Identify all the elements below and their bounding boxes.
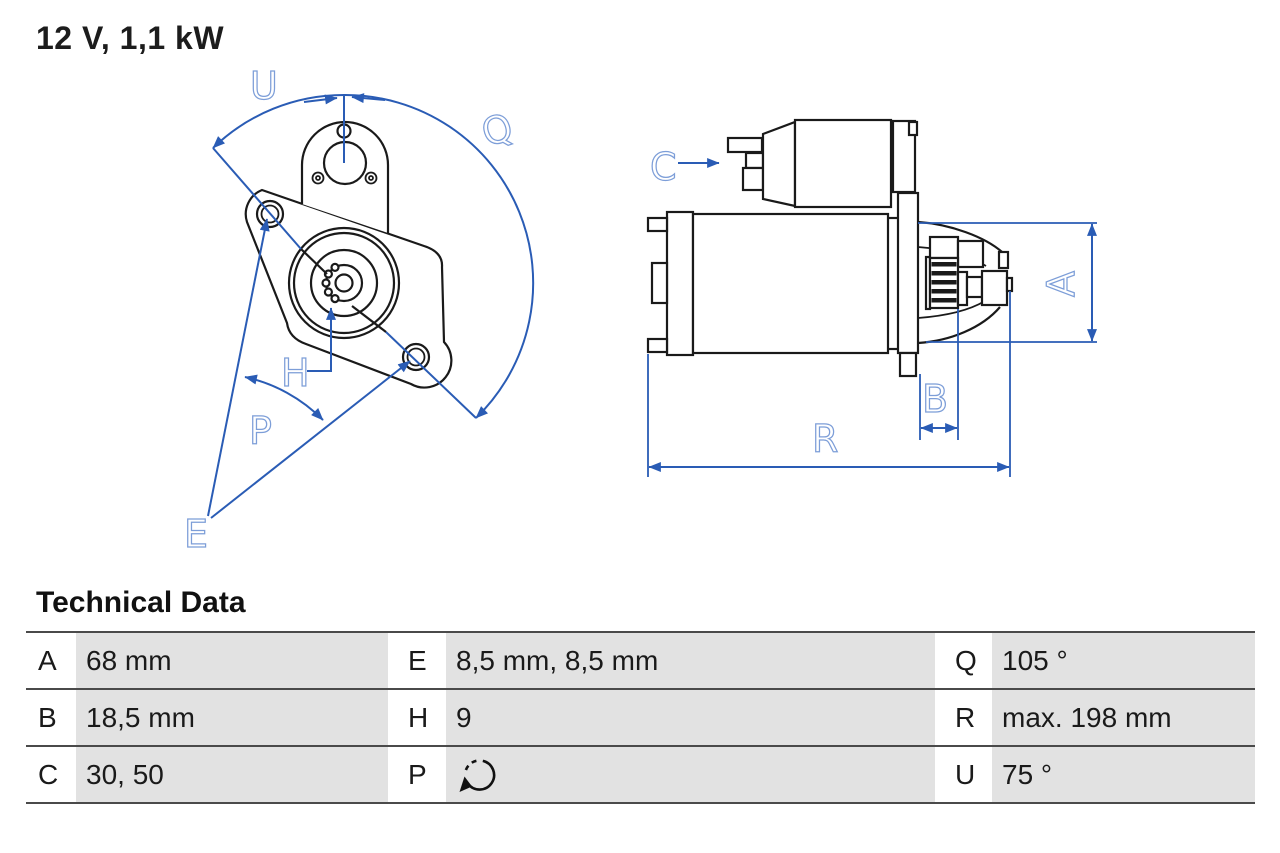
dim-label-r: R bbox=[812, 417, 839, 461]
dim-label-a: A bbox=[1039, 271, 1083, 297]
table-cell-value: 75 ° bbox=[992, 747, 1255, 802]
end-cap-boss bbox=[652, 263, 667, 303]
motor-body bbox=[693, 214, 888, 353]
pinion-top-land bbox=[930, 237, 958, 258]
table-cell-key: B bbox=[26, 690, 76, 745]
dim-label-c: C bbox=[650, 145, 677, 189]
dim-label-h: H bbox=[281, 351, 310, 395]
table-cell-value: 8,5 mm, 8,5 mm bbox=[446, 633, 935, 688]
table-cell-key: U bbox=[935, 747, 992, 802]
shaft-collar bbox=[958, 272, 967, 305]
table-cell-value: max. 198 mm bbox=[992, 690, 1255, 745]
end-cap-tab-top bbox=[648, 218, 667, 231]
solenoid-cone bbox=[763, 122, 795, 206]
page-title: 12 V, 1,1 kW bbox=[36, 20, 225, 56]
table-cell-value bbox=[446, 747, 935, 802]
flange-foot bbox=[900, 353, 916, 376]
gear-tooth bbox=[325, 289, 332, 296]
dim-label-p: P bbox=[249, 409, 272, 453]
e-leader-line-1 bbox=[208, 219, 267, 516]
gear-tooth bbox=[332, 295, 339, 302]
solenoid-terminal-3 bbox=[743, 168, 763, 190]
table-row bbox=[26, 688, 1255, 745]
table-cell-value: 18,5 mm bbox=[76, 690, 388, 745]
table-row bbox=[26, 745, 1255, 804]
table-cell-value: 68 mm bbox=[76, 633, 388, 688]
technical-data-table bbox=[26, 631, 1255, 804]
table-cell-key: R bbox=[935, 690, 992, 745]
solenoid-body bbox=[795, 120, 891, 207]
dim-label-u: U bbox=[250, 64, 278, 108]
gear-tooth bbox=[332, 264, 339, 271]
dim-label-q: Q bbox=[476, 104, 519, 156]
rotation-direction-icon bbox=[456, 752, 502, 798]
housing-top-step bbox=[999, 252, 1008, 268]
shaft-tip bbox=[1007, 278, 1012, 291]
shaft-spacer bbox=[967, 277, 982, 297]
table-cell-key: P bbox=[388, 747, 446, 802]
dim-label-b: B bbox=[922, 377, 949, 421]
table-cell-key: H bbox=[388, 690, 446, 745]
table-cell-value: 30, 50 bbox=[76, 747, 388, 802]
flange-plate bbox=[898, 193, 918, 353]
gear-tooth bbox=[323, 280, 330, 287]
side-view-drawing bbox=[648, 120, 1097, 477]
end-cap-tab-bottom bbox=[648, 339, 667, 352]
technical-data-title: Technical Data bbox=[36, 586, 246, 619]
table-cell-key: C bbox=[26, 747, 76, 802]
table-cell-value: 105 ° bbox=[992, 633, 1255, 688]
starter-front-outline bbox=[246, 122, 452, 388]
table-row bbox=[26, 631, 1255, 688]
front-view-drawing bbox=[184, 64, 533, 556]
solenoid-cap-notch bbox=[909, 122, 917, 135]
dim-label-e: E bbox=[184, 512, 209, 556]
table-cell-key: E bbox=[388, 633, 446, 688]
shaft-end-block bbox=[982, 271, 1007, 305]
e-leader-line-2 bbox=[211, 361, 410, 518]
pilot-ring-outer bbox=[289, 228, 399, 338]
end-cap bbox=[667, 212, 693, 355]
table-cell-key: A bbox=[26, 633, 76, 688]
housing-step-block bbox=[958, 241, 983, 267]
table-cell-key: Q bbox=[935, 633, 992, 688]
solenoid-terminal-1 bbox=[728, 138, 762, 152]
solenoid-terminal-2 bbox=[746, 153, 763, 168]
table-cell-value: 9 bbox=[446, 690, 935, 745]
